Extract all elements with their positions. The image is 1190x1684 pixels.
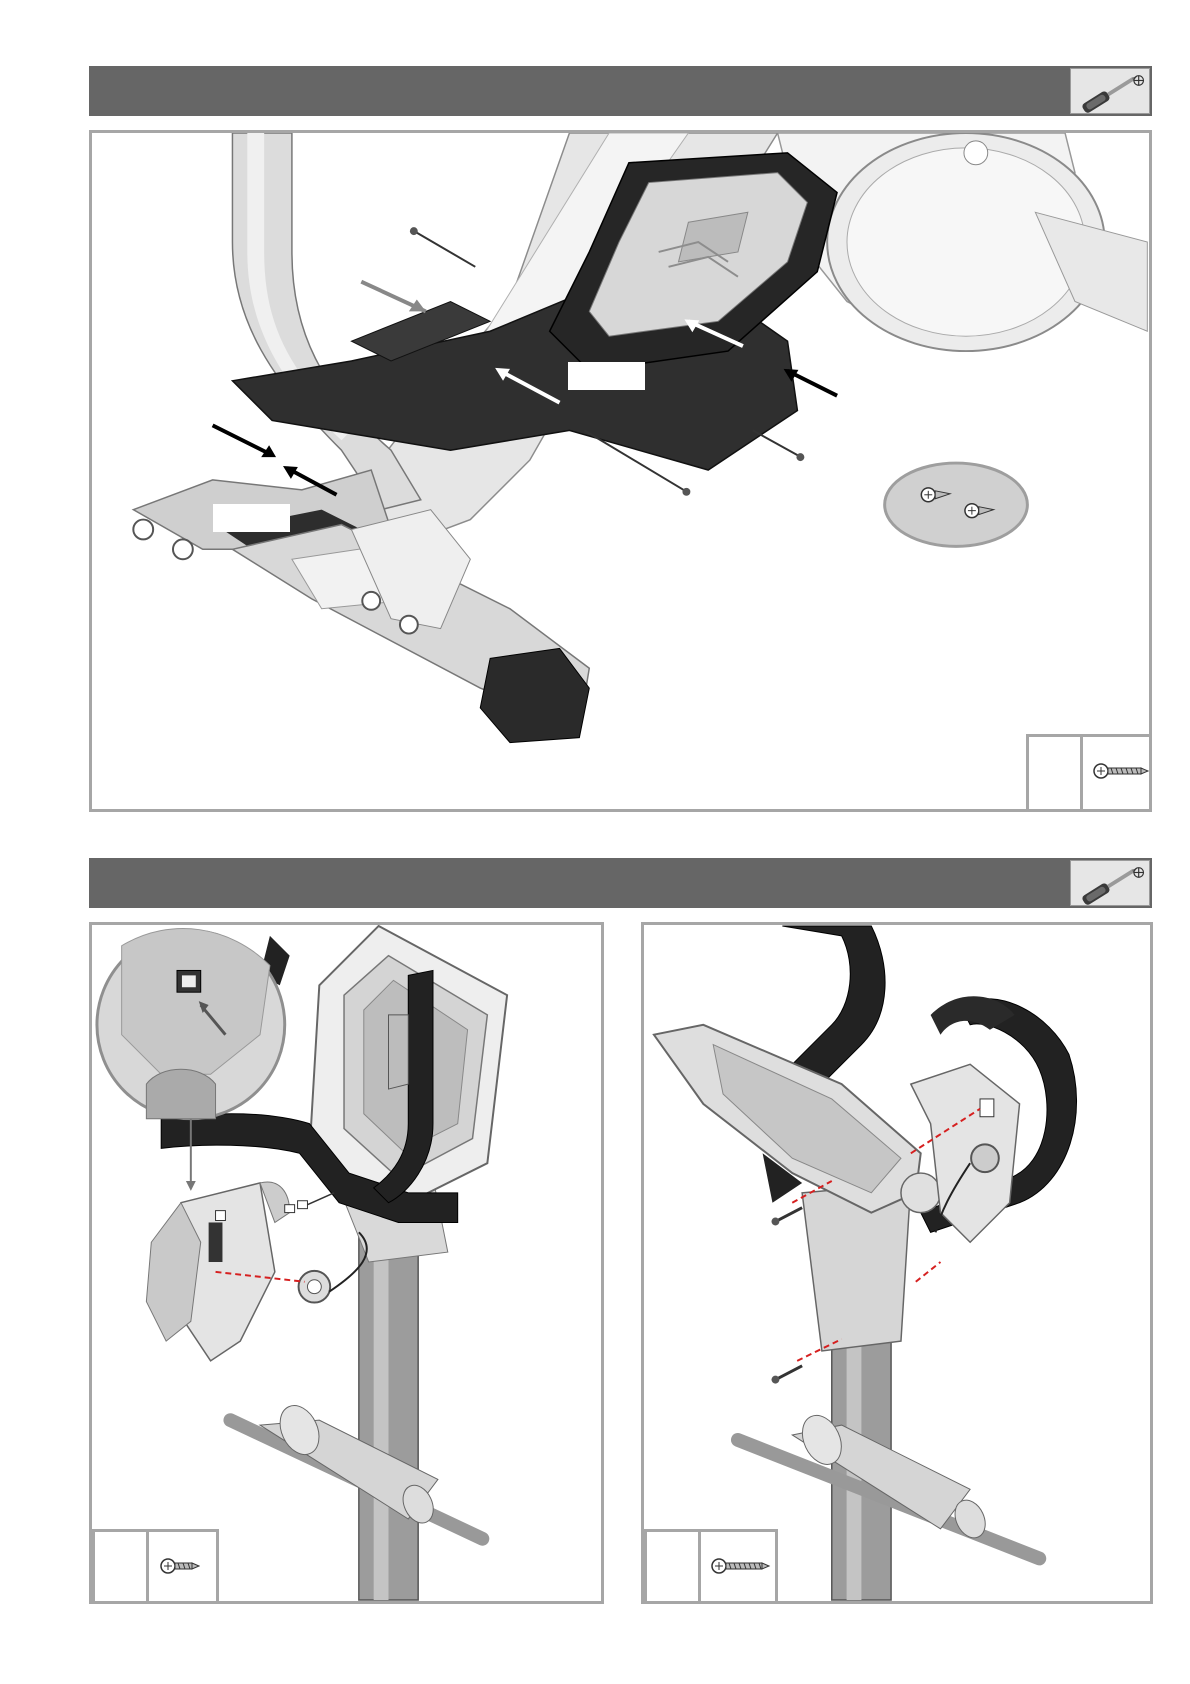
parts-box-upper — [1026, 734, 1152, 812]
screw-long-icon — [1093, 761, 1149, 781]
hardware-bag — [885, 463, 1028, 546]
assembly-panel-lower-left — [89, 922, 604, 1604]
parts-box-lower-right — [644, 1529, 778, 1604]
console-wiring-illustration — [92, 925, 601, 1601]
step-header-bar-upper — [89, 66, 1152, 116]
screwdriver-phillips-icon — [1070, 68, 1150, 114]
elliptical-footrest-illustration — [92, 133, 1149, 809]
parts-box-lower-left — [92, 1529, 219, 1604]
part-quantity — [647, 1532, 701, 1604]
step-header-bar-lower — [89, 858, 1152, 908]
assembly-panel-upper — [89, 130, 1152, 812]
part-quantity — [1029, 737, 1083, 812]
screw-short-icon — [160, 1556, 200, 1576]
handlebar-mounting-illustration — [644, 925, 1150, 1601]
assembly-panel-lower-right — [641, 922, 1153, 1604]
callout-label-box-2 — [213, 504, 290, 532]
part-quantity — [95, 1532, 149, 1604]
screw-long-icon — [711, 1556, 771, 1576]
screwdriver-phillips-icon — [1070, 860, 1150, 906]
callout-label-box-1 — [568, 362, 645, 390]
